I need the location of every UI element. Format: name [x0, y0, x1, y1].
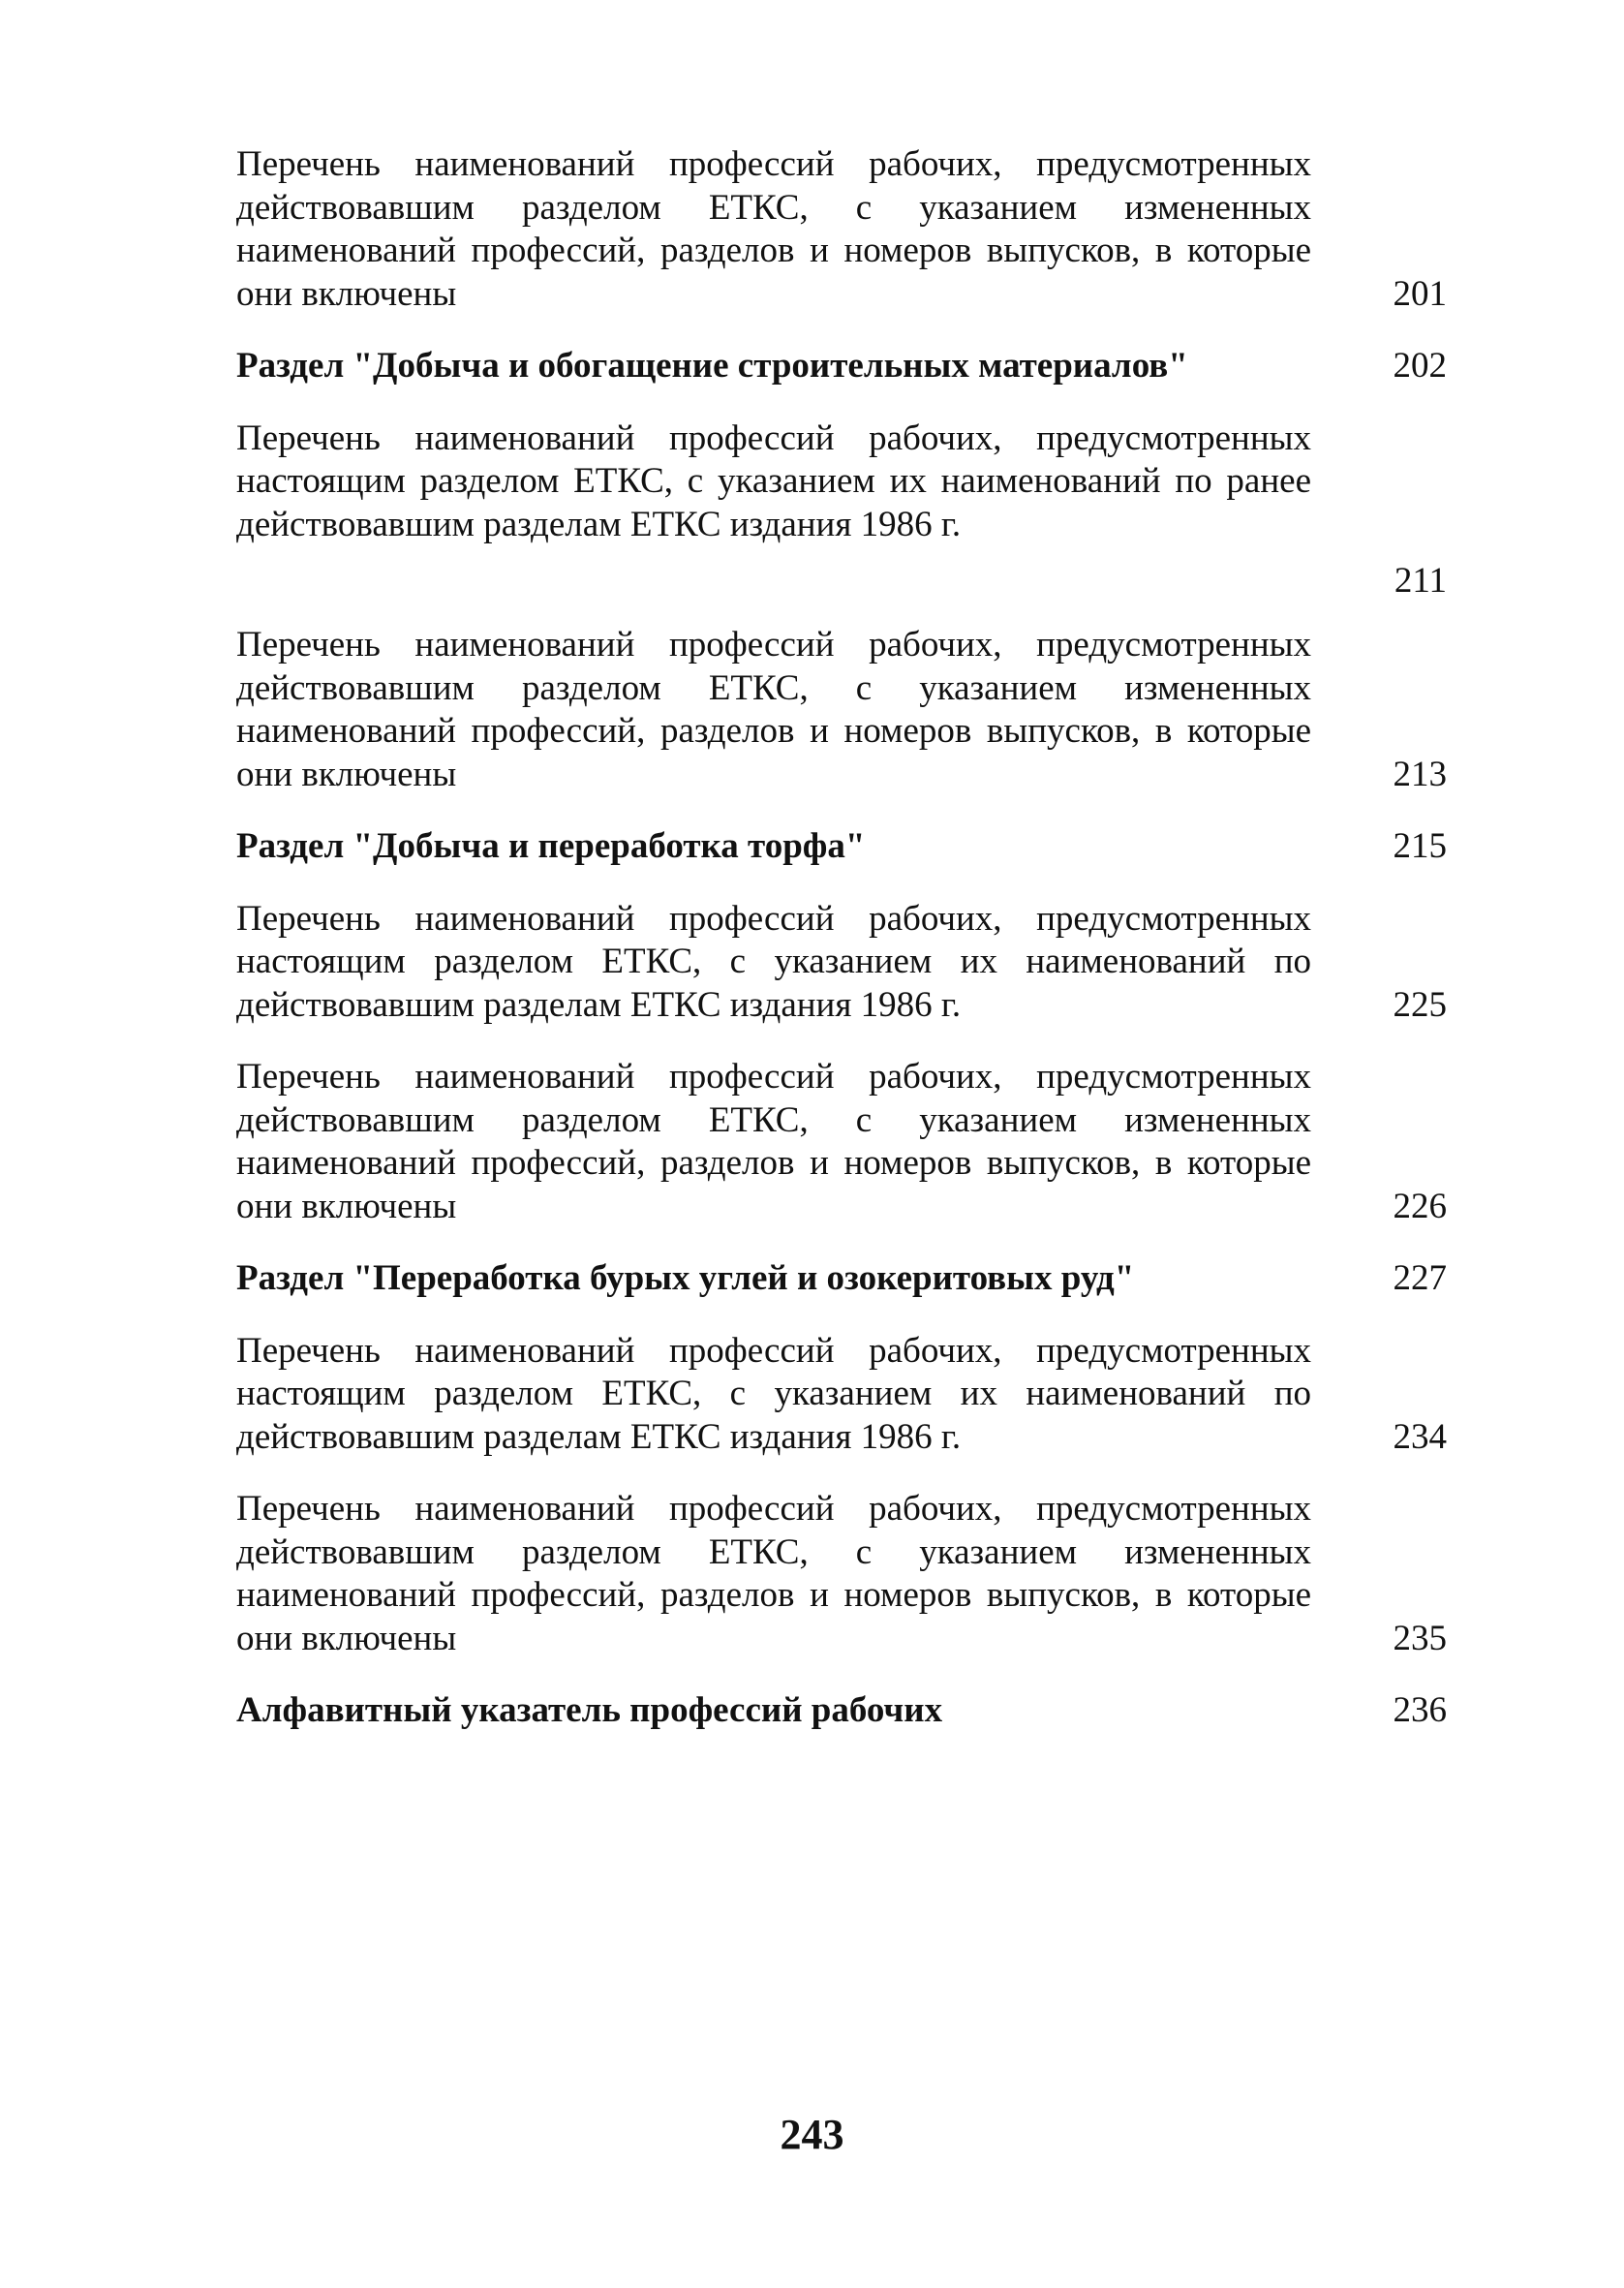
toc-entry-page: 213 — [1393, 754, 1447, 794]
toc-entry-page: 235 — [1393, 1618, 1447, 1658]
toc-section-heading — [236, 1257, 1447, 1301]
toc-entry-title: Раздел "Добыча и переработка торфа" — [236, 826, 866, 866]
toc-entry-title: Раздел "Переработка бурых углей и озокеритовых руд" — [236, 1258, 1135, 1298]
toc-entry-title: Перечень наименований профессий рабочих, предусмотренных настоящим разделом ЕТКС, с указанием их наименований по действовавшим разделам ЕТКС издания 1986 г. — [236, 898, 1311, 1025]
toc-entry-title: Перечень наименований профессий рабочих, предусмотренных действовавшим разделом ЕТКС, с указанием измененных наименований профессий, разделов и номеров выпусков, в которые они включены — [236, 1057, 1311, 1226]
toc-entry-page: 215 — [1393, 826, 1447, 866]
toc-section-heading — [236, 1689, 1447, 1733]
toc-entry-title: Перечень наименований профессий рабочих, предусмотренных действовавшим разделом ЕТКС, с указанием измененных наименований профессий, разделов и номеров выпусков, в которые они включены — [236, 144, 1311, 314]
toc-entry-title: Перечень наименований профессий рабочих, предусмотренных настоящим разделом ЕТКС, с указанием их наименований по действовавшим разделам ЕТКС издания 1986 г. — [236, 1330, 1311, 1457]
toc-entry — [236, 624, 1447, 796]
toc-entry — [236, 417, 1447, 601]
toc-entry — [236, 1330, 1447, 1460]
toc-entry-page: 202 — [1393, 346, 1447, 386]
page-number: 243 — [780, 2111, 844, 2158]
toc-entry-page: 234 — [1393, 1416, 1447, 1457]
toc-entry-page: 201 — [1393, 273, 1447, 314]
toc-section-heading — [236, 345, 1447, 388]
toc-entry-page: 236 — [1393, 1690, 1447, 1730]
toc-entry — [236, 898, 1447, 1028]
toc-section-heading — [236, 825, 1447, 869]
toc-entry-title: Алфавитный указатель профессий рабочих — [236, 1690, 943, 1730]
toc-entry-page: 211 — [1394, 560, 1447, 601]
toc-entry — [236, 1056, 1447, 1228]
toc-entry-title: Перечень наименований профессий рабочих, предусмотренных настоящим разделом ЕТКС, с указанием их наименований по ранее действовавшим разделам ЕТКС издания 1986 г. — [236, 417, 1311, 544]
toc-entry-page: 225 — [1393, 984, 1447, 1025]
toc-entry-title: Перечень наименований профессий рабочих, предусмотренных действовавшим разделом ЕТКС, с указанием измененных наименований профессий, разделов и номеров выпусков, в которые они включены — [236, 625, 1311, 794]
toc-entry-page: 226 — [1393, 1186, 1447, 1226]
toc-entry — [236, 1488, 1447, 1660]
toc-entry — [236, 143, 1447, 316]
table-of-contents — [236, 143, 1447, 1762]
toc-entry-title: Перечень наименований профессий рабочих, предусмотренных действовавшим разделом ЕТКС, с указанием измененных наименований профессий, разделов и номеров выпусков, в которые они включены — [236, 1489, 1311, 1658]
toc-entry-page: 227 — [1393, 1258, 1447, 1298]
toc-entry-title: Раздел "Добыча и обогащение строительных материалов" — [236, 346, 1188, 386]
